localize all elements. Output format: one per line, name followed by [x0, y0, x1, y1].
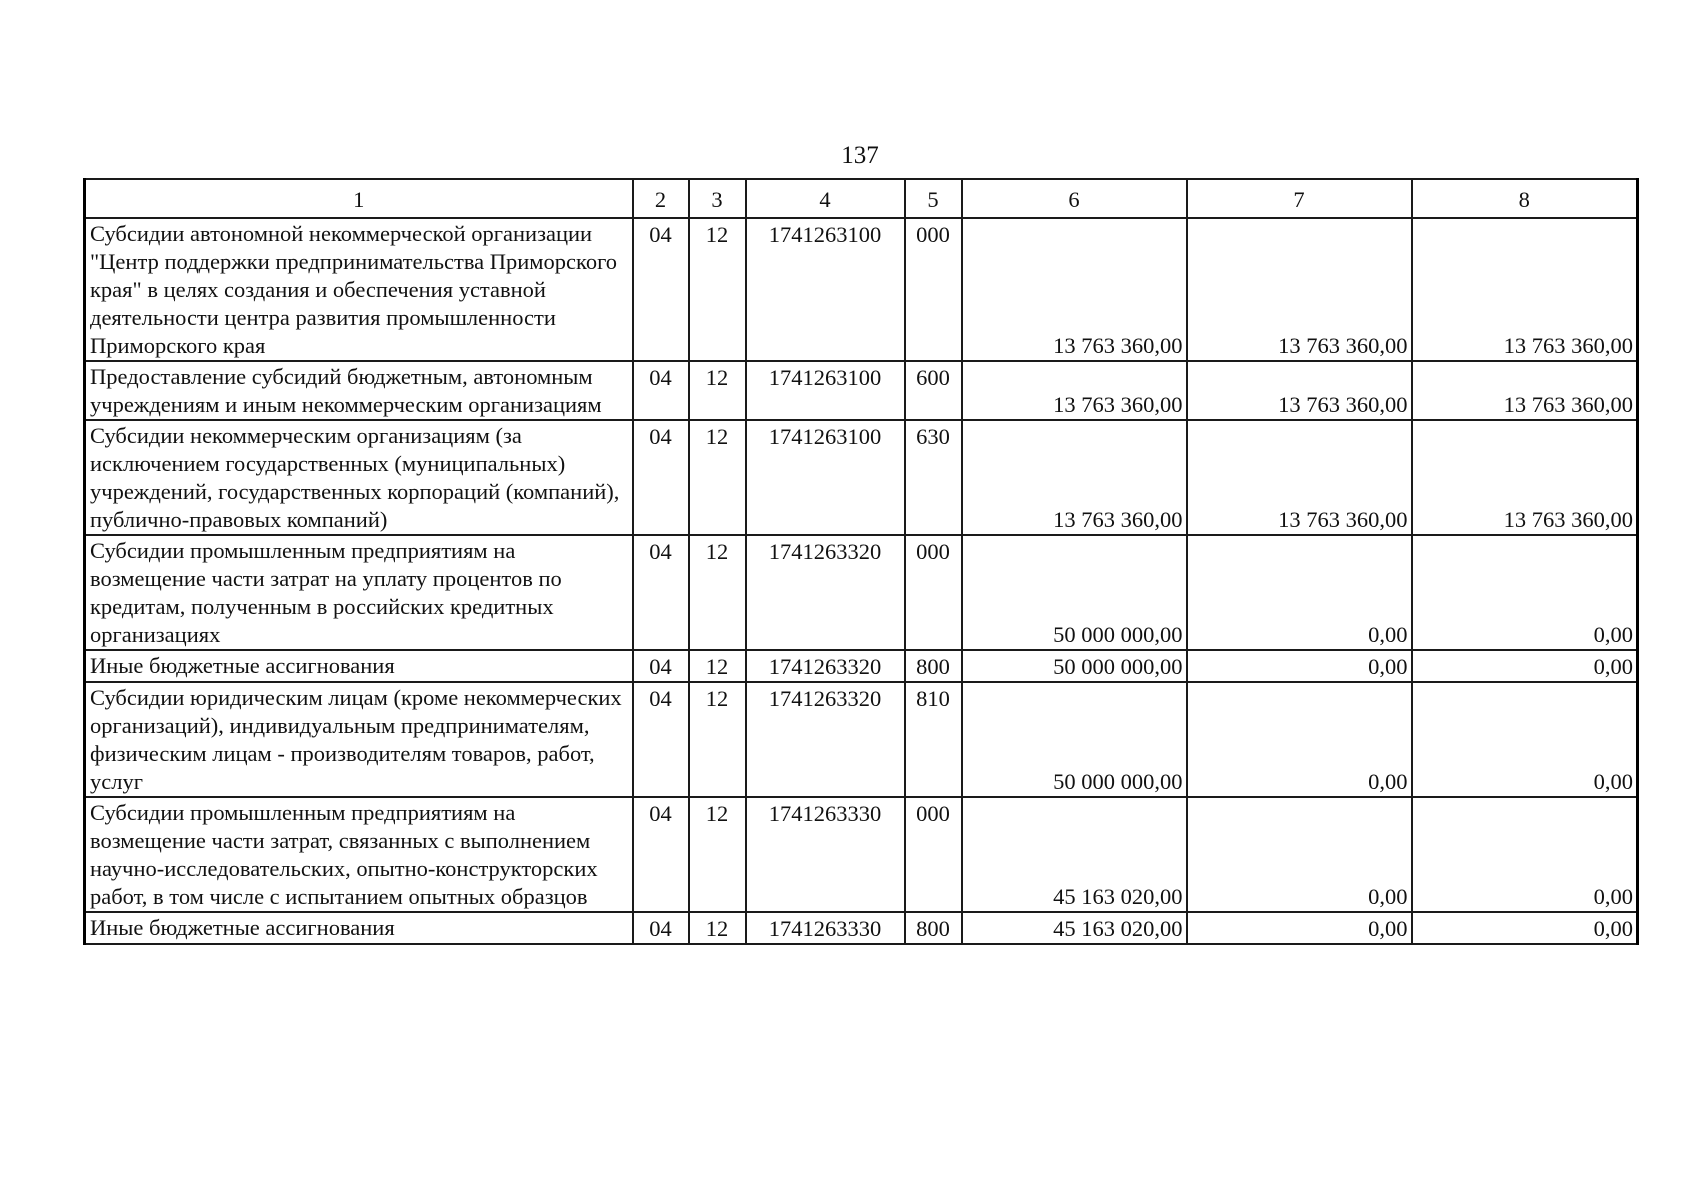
expense-type-cell: 630 [905, 420, 962, 535]
column-header-2: 2 [633, 179, 689, 218]
expense-type-cell: 000 [905, 535, 962, 650]
target-article-cell: 1741263320 [746, 535, 905, 650]
section-cell: 04 [633, 218, 689, 361]
amount-col7-cell: 13 763 360,00 [1187, 420, 1412, 535]
target-article-cell: 1741263100 [746, 361, 905, 420]
table-row [85, 797, 1638, 912]
table-row [85, 682, 1638, 797]
expense-type-cell: 810 [905, 682, 962, 797]
target-article-cell: 1741263330 [746, 797, 905, 912]
amount-col7-cell: 0,00 [1187, 682, 1412, 797]
amount-col6-cell: 13 763 360,00 [962, 218, 1187, 361]
expense-type-cell: 800 [905, 912, 962, 944]
amount-col6-cell: 45 163 020,00 [962, 797, 1187, 912]
expense-type-cell: 600 [905, 361, 962, 420]
column-header-6: 6 [962, 179, 1187, 218]
amount-col8-cell: 13 763 360,00 [1412, 420, 1638, 535]
amount-col7-cell: 0,00 [1187, 535, 1412, 650]
section-cell: 04 [633, 650, 689, 682]
amount-col8-cell: 0,00 [1412, 682, 1638, 797]
column-header-5: 5 [905, 179, 962, 218]
expense-type-cell: 000 [905, 218, 962, 361]
expense-type-cell: 000 [905, 797, 962, 912]
subsection-cell: 12 [689, 420, 746, 535]
amount-col6-cell: 50 000 000,00 [962, 650, 1187, 682]
row-name-cell: Иные бюджетные ассигнования [85, 650, 633, 682]
expense-type-cell: 800 [905, 650, 962, 682]
amount-col8-cell: 0,00 [1412, 797, 1638, 912]
section-cell: 04 [633, 420, 689, 535]
row-name-cell: Субсидии промышленным предприятиям на возмещение части затрат на уплату процентов по кредитам, полученным в российских кредитных организациях [85, 535, 633, 650]
target-article-cell: 1741263330 [746, 912, 905, 944]
row-name-cell: Иные бюджетные ассигнования [85, 912, 633, 944]
section-cell: 04 [633, 535, 689, 650]
section-cell: 04 [633, 912, 689, 944]
amount-col6-cell: 13 763 360,00 [962, 361, 1187, 420]
subsection-cell: 12 [689, 682, 746, 797]
section-cell: 04 [633, 797, 689, 912]
table-row [85, 218, 1638, 361]
subsection-cell: 12 [689, 650, 746, 682]
budget-table [83, 178, 1639, 945]
amount-col7-cell: 13 763 360,00 [1187, 361, 1412, 420]
section-cell: 04 [633, 361, 689, 420]
column-header-1: 1 [85, 179, 633, 218]
amount-col7-cell: 0,00 [1187, 797, 1412, 912]
subsection-cell: 12 [689, 361, 746, 420]
table-row [85, 535, 1638, 650]
row-name-cell: Предоставление субсидий бюджетным, автономным учреждениям и иным некоммерческим организациям [85, 361, 633, 420]
row-name-cell: Субсидии некоммерческим организациям (за исключением государственных (муниципальных) учреждений, государственных корпораций (компаний), публично-правовых компаний) [85, 420, 633, 535]
target-article-cell: 1741263320 [746, 682, 905, 797]
table-row [85, 361, 1638, 420]
amount-col8-cell: 0,00 [1412, 912, 1638, 944]
table-row [85, 650, 1638, 682]
page-number: 137 [841, 142, 879, 169]
subsection-cell: 12 [689, 797, 746, 912]
row-name-cell: Субсидии юридическим лицам (кроме некоммерческих организаций), индивидуальным предпринимателям, физическим лицам - производителям товаров, работ, услуг [85, 682, 633, 797]
amount-col6-cell: 50 000 000,00 [962, 535, 1187, 650]
amount-col6-cell: 50 000 000,00 [962, 682, 1187, 797]
column-header-3: 3 [689, 179, 746, 218]
section-cell: 04 [633, 682, 689, 797]
amount-col7-cell: 0,00 [1187, 912, 1412, 944]
column-header-7: 7 [1187, 179, 1412, 218]
table-header-row [85, 179, 1638, 218]
target-article-cell: 1741263100 [746, 218, 905, 361]
column-header-8: 8 [1412, 179, 1638, 218]
amount-col8-cell: 0,00 [1412, 650, 1638, 682]
table-row [85, 912, 1638, 944]
table-row [85, 420, 1638, 535]
subsection-cell: 12 [689, 535, 746, 650]
target-article-cell: 1741263320 [746, 650, 905, 682]
amount-col6-cell: 13 763 360,00 [962, 420, 1187, 535]
row-name-cell: Субсидии автономной некоммерческой организации "Центр поддержки предпринимательства Приморского края" в целях создания и обеспечения уставной деятельности центра развития промышленности Приморского края [85, 218, 633, 361]
subsection-cell: 12 [689, 218, 746, 361]
amount-col8-cell: 13 763 360,00 [1412, 361, 1638, 420]
amount-col7-cell: 0,00 [1187, 650, 1412, 682]
amount-col7-cell: 13 763 360,00 [1187, 218, 1412, 361]
amount-col6-cell: 45 163 020,00 [962, 912, 1187, 944]
target-article-cell: 1741263100 [746, 420, 905, 535]
amount-col8-cell: 0,00 [1412, 535, 1638, 650]
column-header-4: 4 [746, 179, 905, 218]
amount-col8-cell: 13 763 360,00 [1412, 218, 1638, 361]
subsection-cell: 12 [689, 912, 746, 944]
row-name-cell: Субсидии промышленным предприятиям на возмещение части затрат, связанных с выполнением научно-исследовательских, опытно-конструкторских работ, в том числе с испытанием опытных образцов [85, 797, 633, 912]
